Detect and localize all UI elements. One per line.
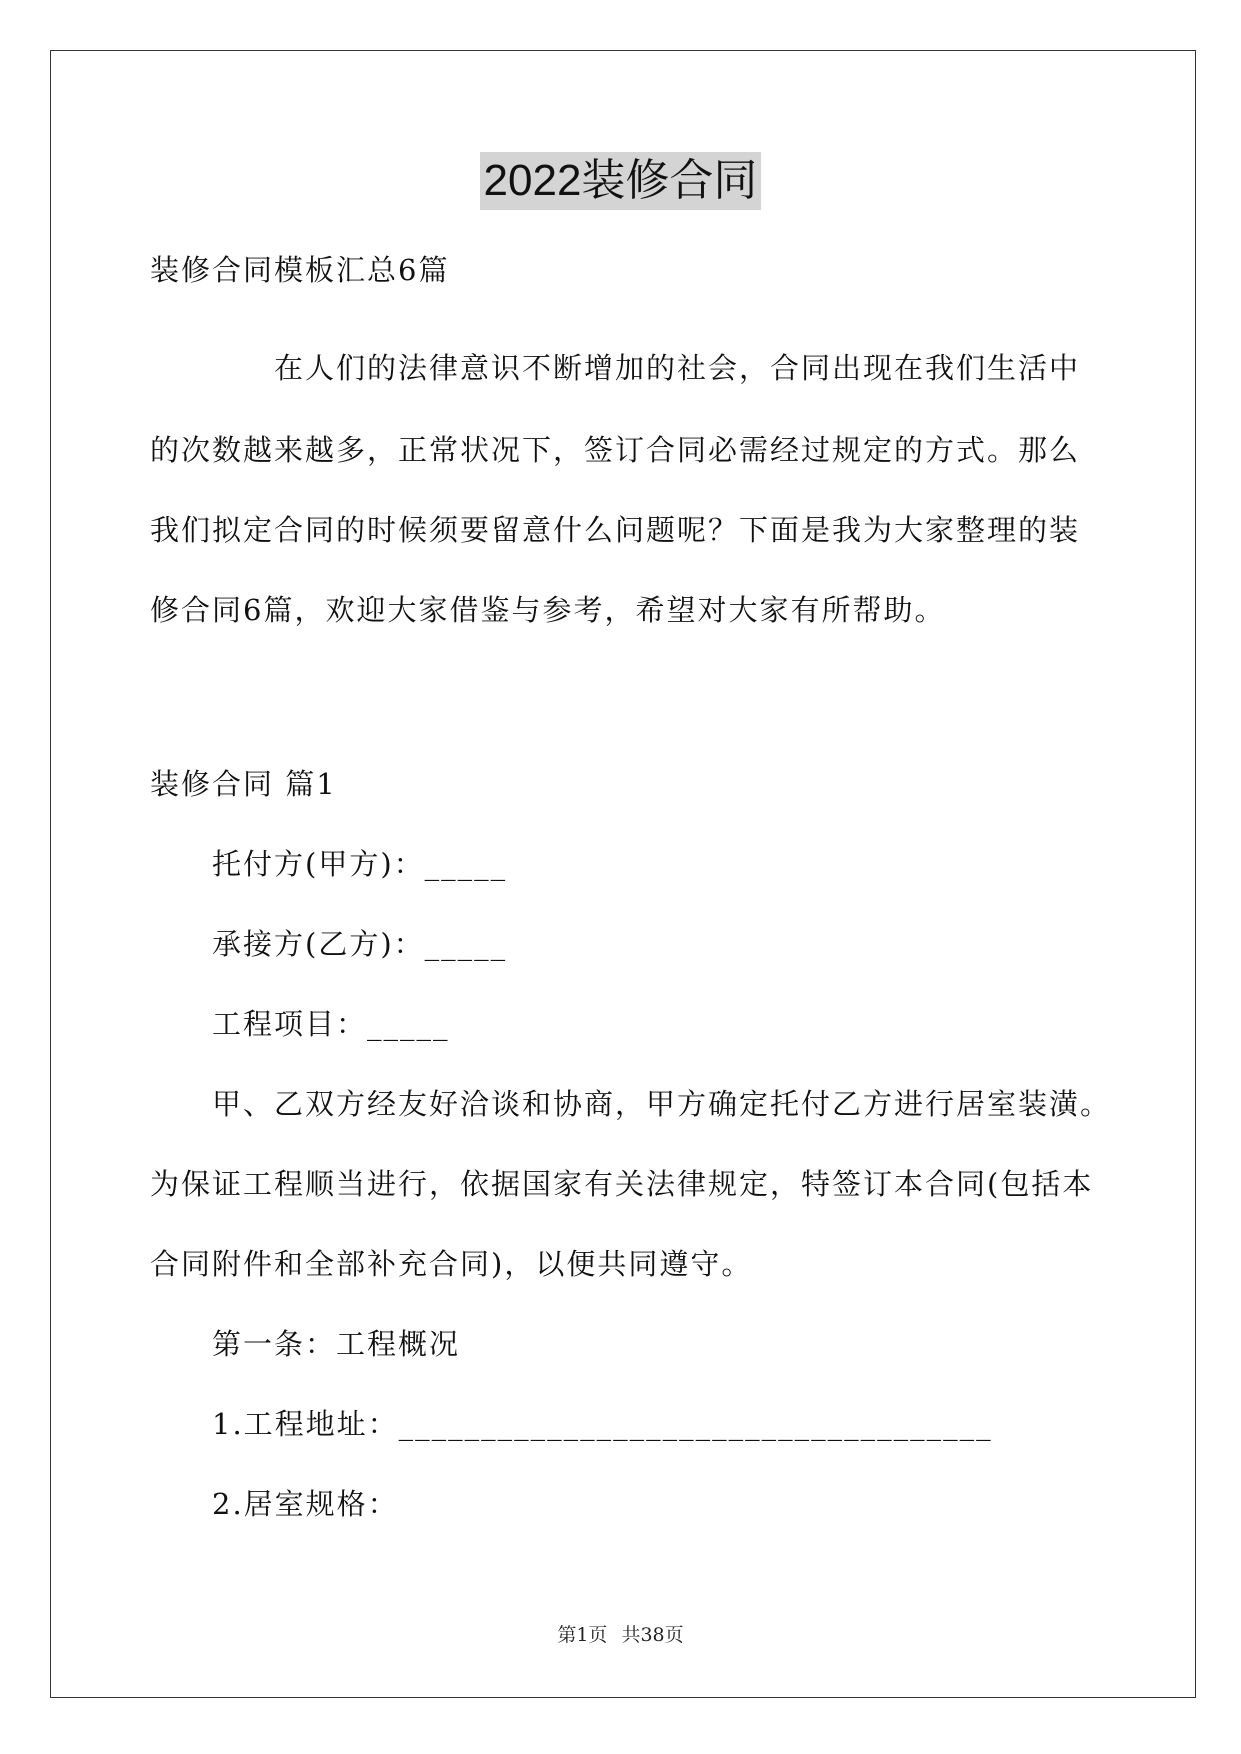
intro-line-2: 的次数越来越多，正常状况下，签订合同必需经过规定的方式。那么 — [150, 433, 1081, 467]
body-line-2: 为保证工程顺当进行，依据国家有关法律规定，特签订本合同(包括本 — [150, 1167, 1094, 1201]
article-1-heading: 第一条：工程概况 — [212, 1327, 461, 1361]
project-line: 工程项目：_____ — [212, 1007, 450, 1041]
intro-line-4: 修合同6篇，欢迎大家借鉴与参考，希望对大家有所帮助。 — [150, 593, 946, 627]
page-number-current: 第1页 — [557, 1624, 608, 1646]
body-line-3: 合同附件和全部补充合同)，以便共同遵守。 — [150, 1247, 753, 1281]
page-footer — [0, 1622, 1241, 1648]
section-heading: 装修合同 篇1 — [150, 767, 337, 801]
intro-line-3: 我们拟定合同的时候须要留意什么问题呢？下面是我为大家整理的装 — [150, 513, 1081, 547]
body-line-1: 甲、乙双方经友好洽谈和协商，甲方确定托付乙方进行居室装潢。 — [212, 1087, 1112, 1121]
document-subtitle: 装修合同模板汇总6篇 — [150, 253, 450, 287]
page-number-total: 共38页 — [621, 1624, 684, 1646]
intro-line-1: 在人们的法律意识不断增加的社会，合同出现在我们生活中 — [274, 351, 1081, 385]
item-1-address: 1.工程地址：____________________________________ — [212, 1407, 993, 1441]
party-a-line: 托付方(甲方)：_____ — [212, 847, 508, 881]
title-container — [0, 152, 1241, 210]
item-2-room-spec: 2.居室规格： — [212, 1487, 399, 1521]
document-title: 2022装修合同 — [480, 152, 762, 210]
party-b-line: 承接方(乙方)：_____ — [212, 927, 508, 961]
